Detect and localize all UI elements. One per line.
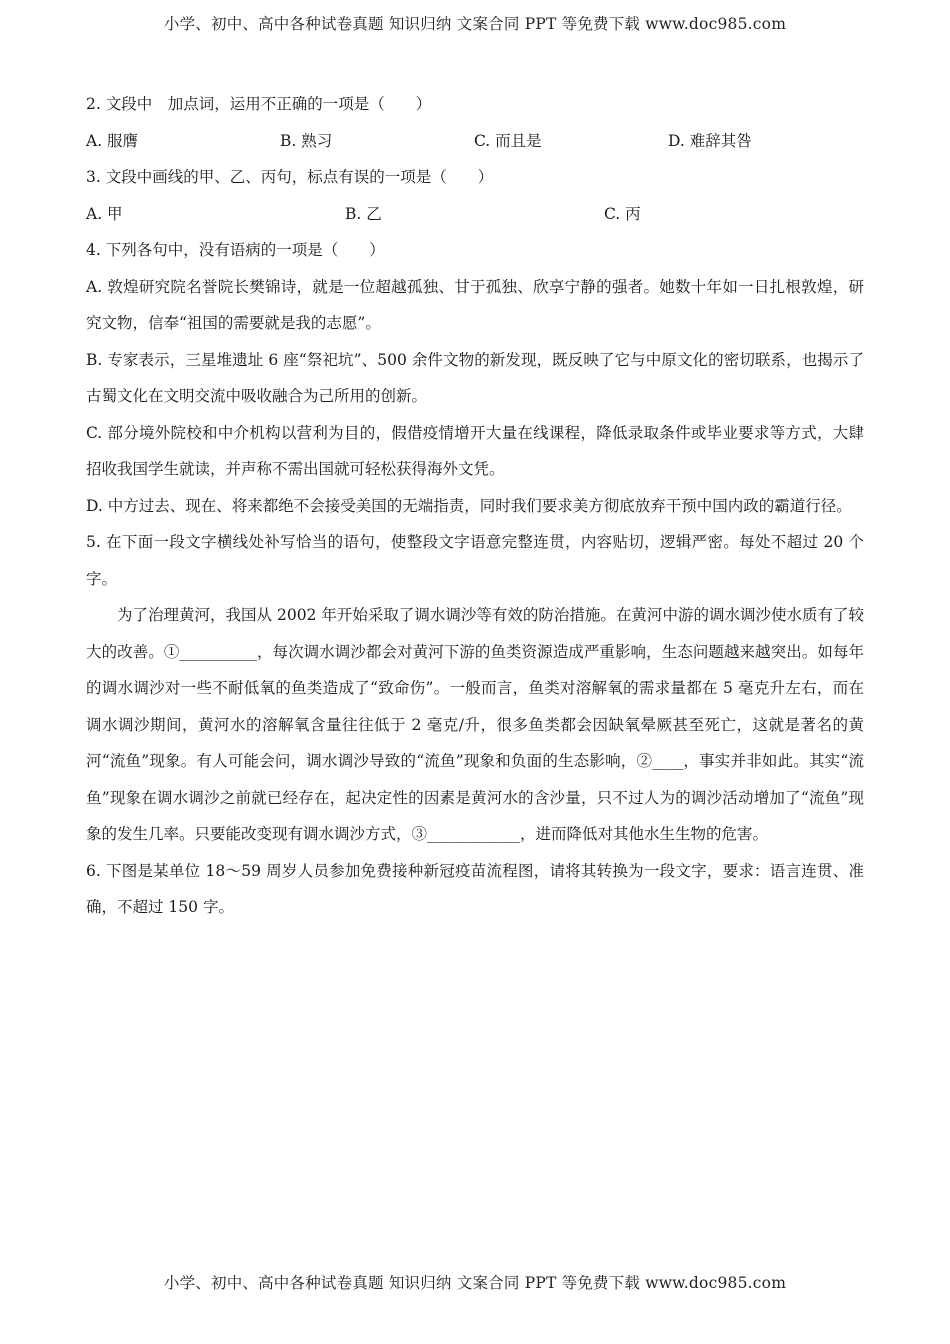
question-5-passage: 为了治理黄河，我国从 2002 年开始采取了调水调沙等有效的防治措施。在黄河中游的调水调沙使水质有了较大的改善。①__________，每次调水调沙都会对黄河下游的鱼类资源造成严重影响，生态问题越来越突出。如每年的调水调沙对一些不耐低氧的鱼类造成了“致命伤”。一般而言，鱼类对溶解氧的需求量都在 5 毫克升左右，而在调水调沙期间，黄河水的溶解氧含量往往低于 2 毫克/升，很多鱼类都会因缺氧晕厥甚至死亡，这就是著名的黄河“流鱼”现象。有人可能会问，调水调沙导致的“流鱼”现象和负面的生态影响，②____，事实并非如此。其实“流鱼”现象在调水调沙之前就已经存在，起决定性的因素是黄河水的含沙量，只不过人为的调沙活动增加了“流鱼”现象的发生几率。只要能改变现有调水调沙方式，③____________，进而降低对其他水生生物的危害。 [86,606,864,843]
option-d: D. 难辞其咎 [668,131,752,150]
question-2-stem: 2. 文段中 加点词，运用不正确的一项是（ ） [86,95,432,113]
document-body [86,86,864,926]
question-3-stem: 3. 文段中画线的甲、乙、丙句，标点有误的一项是（ ） [86,168,494,186]
question-2-options [86,123,864,160]
option-a: A. 服膺 [86,131,139,150]
page-header: 小学、初中、高中各种试卷真题 知识归纳 文案合同 PPT 等免费下载 www.doc985.com [163,15,787,33]
question-4-option-b: B. 专家表示，三星堆遗址 6 座“祭祀坑”、500 余件文物的新发现，既反映了它与中原文化的密切联系，也揭示了古蜀文化在文明交流中吸收融合为己所用的创新。 [86,350,864,405]
option-b: B. 乙 [345,204,382,223]
page-footer: 小学、初中、高中各种试卷真题 知识归纳 文案合同 PPT 等免费下载 www.doc985.com [163,1274,787,1292]
option-a: A. 甲 [86,204,123,223]
option-b: B. 熟习 [280,131,333,150]
question-4-option-a: A. 敦煌研究院名誉院长樊锦诗，就是一位超越孤独、甘于孤独、欣享宁静的强者。她数十年如一日扎根敦煌，研究文物，信奉“祖国的需要就是我的志愿”。 [86,277,864,332]
question-6-stem: 6. 下图是某单位 18～59 周岁人员参加免费接种新冠疫苗流程图，请将其转换为一段文字，要求：语言连贯、准确，不超过 150 字。 [86,861,864,916]
question-4-stem: 4. 下列各句中，没有语病的一项是（ ） [86,241,385,259]
question-4-option-c: C. 部分境外院校和中介机构以营利为目的，假借疫情增开大量在线课程，降低录取条件或毕业要求等方式，大肆招收我国学生就读，并声称不需出国就可轻松获得海外文凭。 [86,423,864,478]
question-4-option-d: D. 中方过去、现在、将来都绝不会接受美国的无端指责，同时我们要求美方彻底放弃干预中国内政的霸道行径。 [86,496,852,515]
question-3-options [86,196,864,233]
question-5-stem: 5. 在下面一段文字横线处补写恰当的语句，使整段文字语意完整连贯，内容贴切，逻辑严密。每处不超过 20 个字。 [86,533,864,588]
option-c: C. 丙 [604,204,641,223]
option-c: C. 而且是 [474,131,542,150]
